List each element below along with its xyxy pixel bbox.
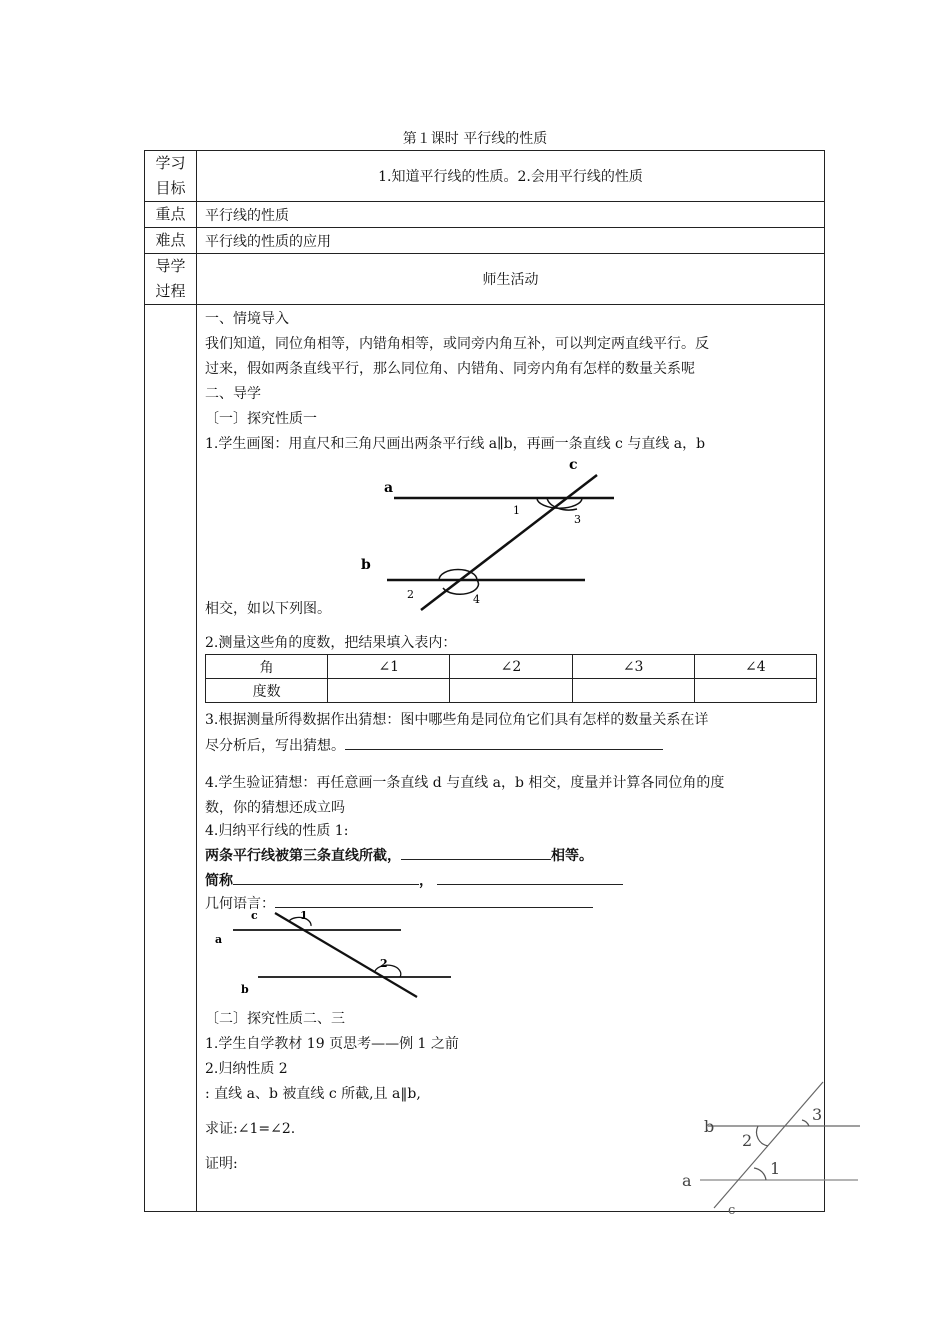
degree-cell-2[interactable] (450, 679, 572, 703)
part2-given: : 直线 a、b 被直线 c 所截,且 a‖b, (205, 1086, 421, 1102)
part2-proof: 证明: (205, 1156, 238, 1172)
process-content: 师生活动 (197, 254, 825, 305)
step3-text-line2 (205, 735, 663, 756)
key-label: 重点 (145, 202, 197, 228)
abbreviation-line (205, 870, 623, 891)
figure-transversal-2 (203, 905, 453, 1005)
part2-step1: 1.学生自学教材 19 页思考——例 1 之前 (205, 1036, 459, 1052)
fig3-arc-1 (754, 1168, 766, 1180)
fig3-label-b: b (704, 1117, 715, 1136)
step4-text-line1: 4.学生验证猜想：再任意画一条直线 d 与直线 a，b 相交，度量并计算各同位角的度 (205, 775, 725, 791)
abbreviation-blank-2[interactable] (437, 870, 623, 885)
degree-cell-1[interactable] (328, 679, 450, 703)
step3-text-line1: 3.根据测量所得数据作出猜想：图中哪些角是同位角它们具有怎样的数量关系在详 (205, 712, 709, 728)
step4b-text: 4.归纳平行线的性质 1: (205, 823, 349, 839)
angle-measure-table (205, 654, 817, 703)
fig2-label-2: 2 (380, 957, 388, 970)
degree-row-label: 度数 (206, 679, 328, 703)
section-heading-2: 二、导学 (205, 386, 261, 402)
process-label (145, 254, 197, 305)
fig1-label-c: c (569, 457, 578, 473)
angle-header-3: ∠3 (572, 655, 694, 679)
fig3-label-3: 3 (812, 1105, 823, 1124)
fig3-arc-3 (802, 1120, 809, 1126)
step2-text: 2.测量这些角的度数，把结果填入表内： (205, 635, 457, 651)
step1-text-end: 相交，如以下列图。 (205, 601, 331, 617)
geometry-language-label: 几何语言： (205, 896, 275, 912)
abbreviation-separator: ， (419, 873, 433, 889)
part2-step2: 2.归纳性质 2 (205, 1061, 288, 1077)
section-heading-1: 一、情境导入 (205, 311, 289, 327)
angle-header-4: ∠4 (694, 655, 816, 679)
fig1-label-b: b (361, 557, 371, 573)
difficulty-label: 难点 (145, 228, 197, 254)
lesson-table (144, 150, 825, 1212)
step1-text: 1.学生画图：用直尺和三角尺画出两条平行线 a∥b，再画一条直线 c 与直线 a，b (205, 436, 706, 452)
property1-prefix: 两条平行线被第三条直线所截， (205, 848, 401, 864)
fig3-label-1: 1 (770, 1159, 781, 1178)
key-content: 平行线的性质 (197, 202, 825, 228)
activity-body (197, 305, 825, 1212)
fig2-label-c: c (251, 909, 258, 922)
difficulty-content: 平行线的性质的应用 (197, 228, 825, 254)
abbreviation-blank-1[interactable] (233, 870, 419, 885)
line-c (421, 475, 597, 610)
part2-heading: 〔二〕探究性质二、三 (205, 1011, 345, 1027)
fig1-label-1: 1 (513, 504, 520, 517)
property1-blank[interactable] (401, 845, 551, 860)
fig3-label-c: c (728, 1203, 736, 1216)
fig3-line-c (714, 1082, 823, 1208)
angle-header-2: ∠2 (450, 655, 572, 679)
figure-transversal-3 (678, 1080, 864, 1216)
intro-paragraph-line2: 过来，假如两条直线平行，那么同位角、内错角、同旁内角有怎样的数量关系呢 (205, 361, 695, 377)
goals-label (145, 151, 197, 202)
abbreviation-label: 简称 (205, 873, 233, 889)
property1-suffix: 相等。 (551, 848, 593, 864)
fig1-label-2: 2 (407, 588, 414, 601)
fig2-label-1: 1 (300, 909, 308, 922)
fig1-label-3: 3 (574, 513, 581, 526)
part2-prove: 求证:∠1=∠2. (205, 1121, 296, 1137)
intro-paragraph-line1: 我们知道，同位角相等，内错角相等，或同旁内角互补，可以判定两直线平行。反 (205, 336, 709, 352)
goals-content: 1.知道平行线的性质。2.会用平行线的性质 (197, 151, 825, 202)
fig1-label-a: a (384, 480, 394, 496)
fig3-label-a: a (682, 1171, 692, 1190)
body-label-empty (145, 305, 197, 1212)
process-label-text: 导学 过程 (155, 257, 186, 300)
angle-header-label: 角 (206, 655, 328, 679)
fig3-arc-2 (757, 1126, 768, 1146)
fig2-label-a: a (215, 933, 223, 946)
step4-text-line2: 数，你的猜想还成立吗 (205, 800, 345, 816)
figure-transversal-1 (357, 455, 657, 615)
property1-statement (205, 845, 593, 866)
fig2-line-c (275, 913, 417, 997)
fig1-label-4: 4 (473, 593, 480, 606)
page-title: 第１课时 平行线的性质 (402, 131, 548, 147)
fig2-label-b: b (241, 983, 249, 996)
part1-heading: 〔一〕探究性质一 (205, 411, 317, 427)
degree-cell-4[interactable] (694, 679, 816, 703)
conjecture-blank[interactable] (345, 735, 663, 750)
goals-label-text: 学习 目标 (155, 154, 186, 197)
angle-header-1: ∠1 (328, 655, 450, 679)
fig3-label-2: 2 (742, 1131, 753, 1150)
degree-cell-3[interactable] (572, 679, 694, 703)
step3-text-line2-label: 尽分析后，写出猜想。 (205, 738, 345, 754)
